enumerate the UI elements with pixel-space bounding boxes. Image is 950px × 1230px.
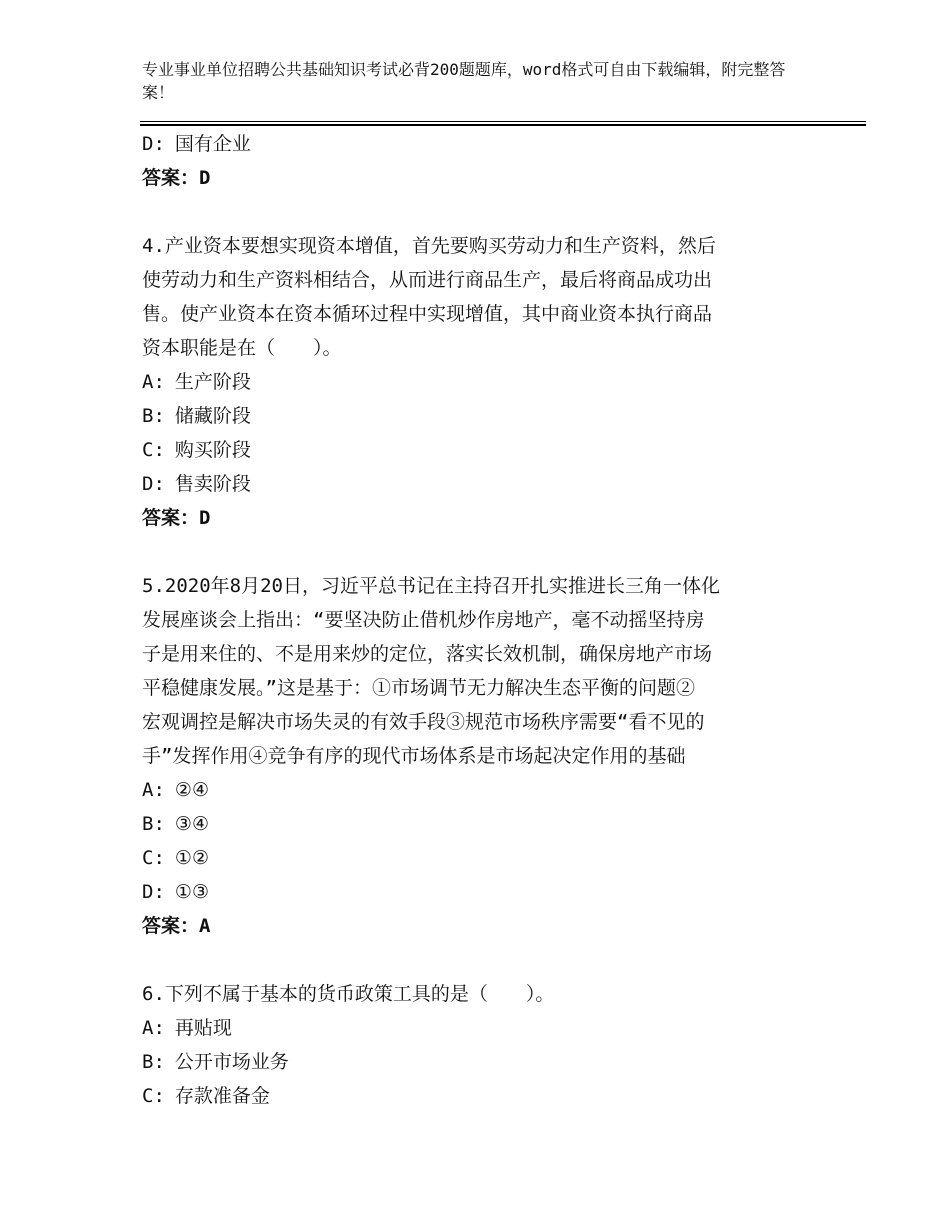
option-separator: : bbox=[153, 439, 165, 461]
option-key: D bbox=[142, 881, 154, 903]
option-separator: : bbox=[153, 813, 165, 835]
question-6-option-c bbox=[142, 1079, 812, 1113]
question-5-line-5: 宏观调控是解决市场失灵的有效手段③规范市场秩序需要“看不见的 bbox=[142, 711, 705, 733]
option-key: C bbox=[142, 1085, 154, 1107]
question-5 bbox=[142, 569, 812, 943]
header-text: 专业事业单位招聘公共基础知识考试必背200题题库，word格式可自由下载编辑，附完整答案！ bbox=[142, 60, 786, 102]
spacer bbox=[142, 943, 812, 977]
option-text: 售卖阶段 bbox=[174, 473, 251, 495]
question-6 bbox=[142, 977, 812, 1113]
question-5-line-6: 手”发挥作用④竞争有序的现代市场体系是市场起决定作用的基础 bbox=[142, 745, 686, 767]
option-separator: : bbox=[153, 847, 165, 869]
option-text: ②④ bbox=[174, 779, 209, 801]
document-body bbox=[142, 127, 812, 1113]
document-header bbox=[142, 58, 802, 104]
option-separator: : bbox=[153, 371, 165, 393]
option-separator: : bbox=[153, 1085, 165, 1107]
question-5-option-a bbox=[142, 773, 812, 807]
option-text: 公开市场业务 bbox=[174, 1051, 289, 1073]
option-key: C bbox=[142, 439, 154, 461]
prev-option-d bbox=[142, 127, 812, 161]
option-text: 国有企业 bbox=[174, 133, 251, 155]
spacer bbox=[142, 195, 812, 229]
question-4-option-d bbox=[142, 467, 812, 501]
option-separator: : bbox=[153, 779, 165, 801]
option-key: D bbox=[142, 473, 154, 495]
question-4-option-c bbox=[142, 433, 812, 467]
question-5-answer: 答案：A bbox=[142, 915, 211, 937]
option-separator: : bbox=[153, 881, 165, 903]
option-key: C bbox=[142, 847, 154, 869]
question-4-option-a bbox=[142, 365, 812, 399]
question-6-option-b bbox=[142, 1045, 812, 1079]
question-5-option-b bbox=[142, 807, 812, 841]
question-5-line-3: 子是用来住的、不是用来炒的定位，落实长效机制，确保房地产市场 bbox=[142, 643, 713, 665]
option-key: D bbox=[142, 133, 154, 155]
spacer bbox=[142, 535, 812, 569]
option-separator: : bbox=[153, 473, 165, 495]
option-key: B bbox=[142, 813, 154, 835]
question-5-line-4: 平稳健康发展。”这是基于：①市场调节无力解决生态平衡的问题② bbox=[142, 677, 695, 699]
option-text: 购买阶段 bbox=[174, 439, 251, 461]
question-4-line-4: 资本职能是在（ ）。 bbox=[142, 337, 342, 359]
question-4-line-3: 售。使产业资本在资本循环过程中实现增值，其中商业资本执行商品 bbox=[142, 303, 713, 325]
option-text: 再贴现 bbox=[174, 1017, 232, 1039]
option-text: ①③ bbox=[174, 881, 209, 903]
option-text: ③④ bbox=[174, 813, 209, 835]
header-divider bbox=[140, 121, 866, 126]
option-separator: : bbox=[153, 1017, 165, 1039]
option-separator: : bbox=[153, 405, 165, 427]
option-key: B bbox=[142, 405, 154, 427]
question-4-line-2: 使劳动力和生产资料相结合，从而进行商品生产，最后将商品成功出 bbox=[142, 269, 713, 291]
question-4 bbox=[142, 229, 812, 535]
question-6-line-1: 6.下列不属于基本的货币政策工具的是（ ）。 bbox=[142, 983, 555, 1005]
question-5-line-2: 发展座谈会上指出：“要坚决防止借机炒作房地产，毫不动摇坚持房 bbox=[142, 609, 705, 631]
option-key: A bbox=[142, 1017, 154, 1039]
question-5-line-1: 5.2020年8月20日，习近平总书记在主持召开扎实推进长三角一体化 bbox=[142, 575, 720, 597]
option-key: A bbox=[142, 371, 154, 393]
question-4-line-1: 4.产业资本要想实现资本增值，首先要购买劳动力和生产资料，然后 bbox=[142, 235, 716, 257]
option-separator: : bbox=[153, 1051, 165, 1073]
question-4-option-b bbox=[142, 399, 812, 433]
option-text: 储藏阶段 bbox=[174, 405, 251, 427]
question-5-option-c bbox=[142, 841, 812, 875]
option-text: 存款准备金 bbox=[174, 1085, 270, 1107]
option-separator: : bbox=[153, 133, 165, 155]
question-4-answer: 答案：D bbox=[142, 507, 211, 529]
option-key: A bbox=[142, 779, 154, 801]
option-text: 生产阶段 bbox=[174, 371, 251, 393]
question-5-option-d bbox=[142, 875, 812, 909]
option-key: B bbox=[142, 1051, 154, 1073]
option-text: ①② bbox=[174, 847, 209, 869]
question-6-option-a bbox=[142, 1011, 812, 1045]
prev-answer: 答案：D bbox=[142, 167, 211, 189]
